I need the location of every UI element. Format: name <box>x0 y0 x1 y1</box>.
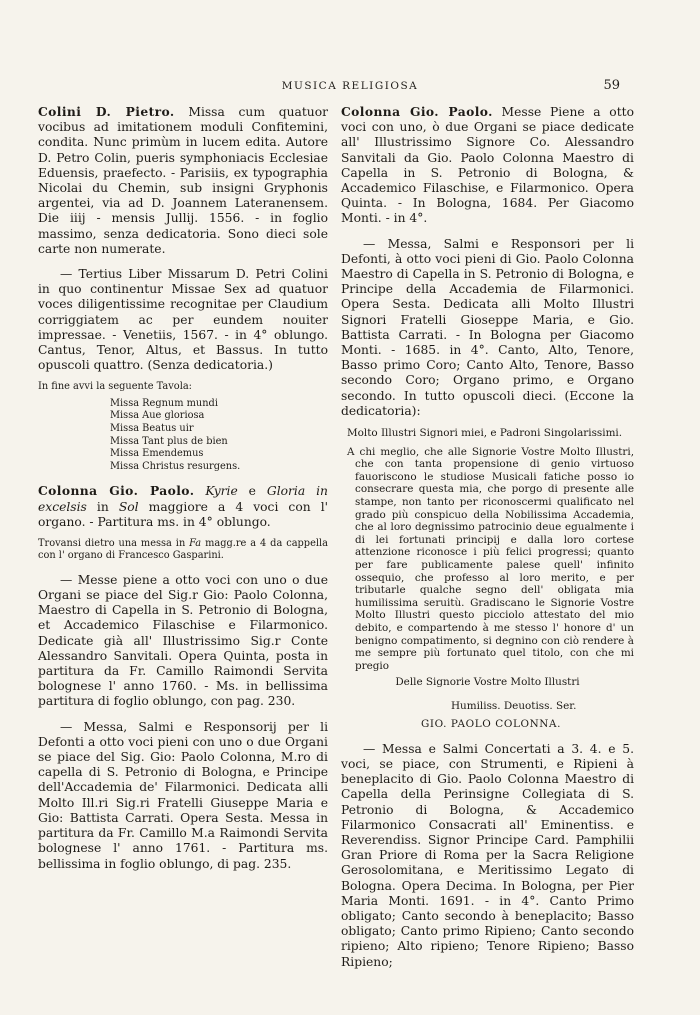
list-item: Missa Beatus uir <box>110 423 194 435</box>
letter-signoff: Humiliss. Deuotiss. Ser. <box>451 700 577 713</box>
entry-colonna-messa-defonti <box>341 237 634 419</box>
key-name: Sol <box>118 499 139 514</box>
page-header <box>0 78 700 98</box>
entry-messe-piene-ms <box>38 573 328 710</box>
entry-text: — Messa, Salmi e Responsorij per li Defonti a otto voci pieni con uno o due Organi se piace del Sig. Gio: Paolo Colonna, M.ro di capella di S. Petronio di Bologna, e Principe dell'Accademia de' Filarmonici. Dedicata alli Molto Ill.ri Sig.ri Fratelli Giuseppe Maria e Gio: Battista Carrati. Opera Sesta. Messa in partitura da Fr. Camillo M.a Raimondi Servita bolognese l' anno 1761. - Partitura ms. bellissima in foglio oblungo, di pag. 235. <box>38 719 328 871</box>
entry-text: maggiore a 4 voci con l' organo. - Partitura ms. in 4° oblungo. <box>38 499 329 529</box>
letter-salutation: Molto Illustri Signori miei, e Padroni Singolarissimi. <box>347 427 623 440</box>
entry-colini-missa <box>38 104 328 257</box>
entry-text: — Tertius Liber Missarum D. Petri Colini in quo continentur Missae Sex ad quatuor voces diligentissime recognitae per Claudium corriggiatem ac per eundem nouiter impressae. - Venetiis, 1567. - in 4° oblungo. Cantus, Tenor, Altus, et Bassus. In tutto opuscoli quattro. (Senza dedicatoria.) <box>38 267 328 373</box>
entry-colini-tertius <box>38 267 328 373</box>
missae-list <box>110 398 328 474</box>
letter-closing: Delle Signorie Vostre Molto Illustri <box>395 676 580 689</box>
note-text: magg.re a 4 da cappella con l' organo di Francesco Gasparini. <box>38 538 328 562</box>
list-item: Missa Aue gloriosa <box>110 410 205 422</box>
entry-heading: Colonna Gio. Paolo. <box>38 483 195 499</box>
entry-text: e <box>237 484 267 499</box>
work-title: Gloria in excelsis <box>38 484 328 514</box>
left-column <box>38 104 328 880</box>
list-item: Missa Christus resurgens. <box>110 460 241 472</box>
entry-text: Missa cum quatuor vocibus ad imitationem moduli Confitemini, condita. Nunc primùm in lucem edita. Autore D. Petro Colin, pueris symphoniacis Ecclesiae Eduensis, praefecto. - Parisiis, ex typographia Nicolai du Chemin, sub insigni Gryphonis argentei, via ad D. Joannem Lateranensem. Die iiij - mensis Jullij. 1556. - in foglio massimo, senza dedicatoria. Sono dieci sole carte non numerate. <box>38 105 329 256</box>
entry-text: — Messa, Salmi e Responsori per li Defonti, à otto voci pieni di Gio. Paolo Colonna Maestro di Capella in S. Petronio di Bologna, e Principe della Accademia de Filarmonici. Opera Sesta. Dedicata alli Molto Illustri Signori Fratelli Gioseppe Maria, e Gio. Battista Carrati. - In Bologna per Giacomo Monti. - 1685. in 4°. Canto, Alto, Tenore, Basso primo Coro; Canto Alto, Tenore, Basso secondo Coro; Organo primo, e Organo secondo. In tutto opuscoli dieci. (Eccone la dedicatoria): <box>341 236 634 418</box>
entry-text: — Messe piene a otto voci con uno o due Organi se piace del Sig.r Gio: Paolo Colonna, Maestro di Capella in S. Petronio di Bologna, et Accademico Filaschise e Filarmonico. Dedicate già all' Illustrissimo Sig.r Conte Alessandro Sanvitali. Opera Quinta, posta in partitura da Fr. Camillo Raimondi Servita bolognese l' anno 1760. - Ms. in bellissima partitura di foglio oblungo, con pag. 230. <box>38 572 328 709</box>
entry-note <box>38 538 328 563</box>
letter-signature: GIO. PAOLO COLONNA. <box>421 717 561 730</box>
key-name: Fa <box>189 538 202 550</box>
dedication-letter: A chi meglio, che alle Signorie Vostre Molto Illustri, che con tanta propensione di genio virtuoso fauoriscono le studiose Musicali fatiche posso io consecrare questa mia, che porgo di presente alle stampe, non tanto per riconoscermi qualificato nel grado più conspicuo della Nobilissima Accademia, che al loro degnissimo patrocinio deue egualmente i di lei fortunati principij e dalla loro cortese attenzione riconosce i più felici progressi; quanto per fare publicamente palese quell' infinito ossequio, che professo al loro merito, e per tributarle qualche segno dell' obligata mia humilissima seruitù. Gradiscano le Signorie Vostre Molto Illustri questo picciolo attestato del mio debito, e compartendo à me stesso l' honore d' un benigno compatimento, si degnino con ciò rendere à me sempre più fortunato quel titolo, con che mi pregio <box>347 445 634 672</box>
list-item: Missa Regnum mundi <box>110 397 218 409</box>
entry-colonna-messe-piene <box>341 104 634 227</box>
entry-text: — Messa e Salmi Concertati a 3. 4. e 5. voci, se piace, con Strumenti, e Ripieni à beneplacito di Gio. Paolo Colonna Maestro di Capella della Perinsigne Collegiata di S. Petronio di Bologna, & Accademico Filarmonico Consacrati all' Eminentiss. e Reverendiss. Signor Principe Card. Pamphilii Gran Priore di Roma per la Sacra Religione Gerosolomitana, e Meritissimo Legato di Bologna. Opera Decima. In Bologna, per Pier Maria Monti. 1691. - in 4°. Canto Primo obligato; Canto secondo à beneplacito; Basso obligato; Canto primo Ripieno; Canto secondo ripieno; Alto ripieno; Tenore Ripieno; Basso Ripieno; <box>341 741 634 969</box>
entry-text: Messe Piene a otto voci con uno, ò due Organi se piace dedicate all' Illustrissimo Signore Co. Alessandro Sanvitali da Gio. Paolo Colonna Maestro di Capella in S. Petronio di Bologna, & Accademico Filaschise, e Filarmonico. Opera Quinta. - In Bologna, 1684. Per Giacomo Monti. - in 4°. <box>341 105 634 226</box>
list-item: Missa Tant plus de bien <box>110 435 228 447</box>
list-item: Missa Emendemus <box>110 448 204 460</box>
right-column <box>341 104 634 978</box>
entry-messa-defonti-ms <box>38 720 328 872</box>
entry-colonna-kyrie <box>38 483 328 530</box>
note-text: Trovansi dietro una messa in <box>38 538 190 550</box>
entry-text: in <box>86 499 119 514</box>
table-note: In fine avvi la seguente Tavola: <box>38 381 192 393</box>
entry-heading: Colini D. Pietro. <box>38 104 175 119</box>
entry-heading: Colonna Gio. Paolo. <box>341 104 493 119</box>
work-title: Kyrie <box>205 484 238 499</box>
page-number: 59 <box>603 78 620 93</box>
running-title: MUSICA RELIGIOSA <box>281 80 419 92</box>
entry-colonna-messa-concertati <box>341 742 634 970</box>
